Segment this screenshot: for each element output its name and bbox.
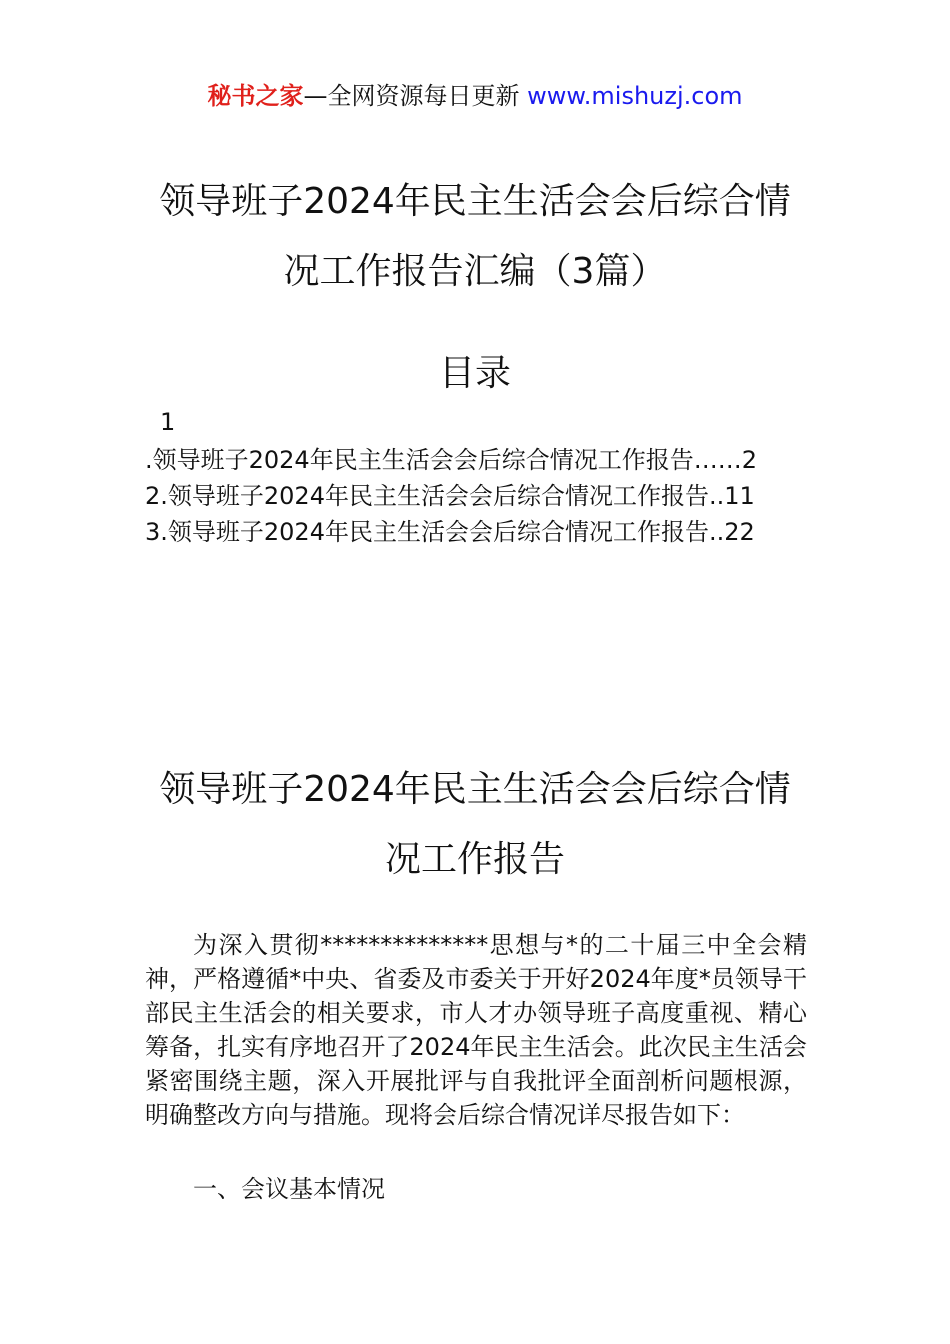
site-brand: 秘书之家 (207, 82, 304, 110)
site-tagline: —全网资源每日更新 (303, 82, 528, 110)
site-header (0, 80, 950, 112)
toc-entry-1-text: .领导班子2024年民主生活会会后综合情况工作报告……2 (145, 446, 757, 474)
section-title-line-1: 领导班子2024年民主生活会会后综合情 (159, 769, 791, 810)
document-title-line-2: 况工作报告汇编（3篇） (283, 251, 667, 292)
site-url-link[interactable]: www.mishuzj.com (527, 82, 743, 110)
section-title-line-2: 况工作报告 (384, 839, 565, 880)
toc-entry-1[interactable] (145, 442, 807, 478)
toc-heading: 目录 (438, 353, 511, 394)
section-heading: 一、会议基本情况 (193, 1175, 385, 1203)
toc-entry-2[interactable] (145, 478, 807, 514)
toc-entry-2-text: 2.领导班子2024年民主生活会会后综合情况工作报告..11 (145, 482, 755, 510)
body-paragraph: 为深入贯彻**************思想与*的二十届三中全会精神，严格遵循*中央、省委及市委关于开好2024年度*员领导干部民主生活会的相关要求，市人才办领导班子高度重视、精心筹备，扎实有序地召开了2024年民主生活会。此次民主生活会紧密围绕主题，深入开展批评与自我批评全面剖析问题根源，明确整改方向与措施。现将会后综合情况详尽报告如下： (145, 931, 807, 1129)
document-title-line-1: 领导班子2024年民主生活会会后综合情 (159, 181, 791, 222)
toc-entry-3[interactable] (145, 514, 807, 550)
toc-entry-1-number: 1 (160, 408, 176, 436)
toc-entry-3-text: 3.领导班子2024年民主生活会会后综合情况工作报告..22 (145, 518, 755, 546)
